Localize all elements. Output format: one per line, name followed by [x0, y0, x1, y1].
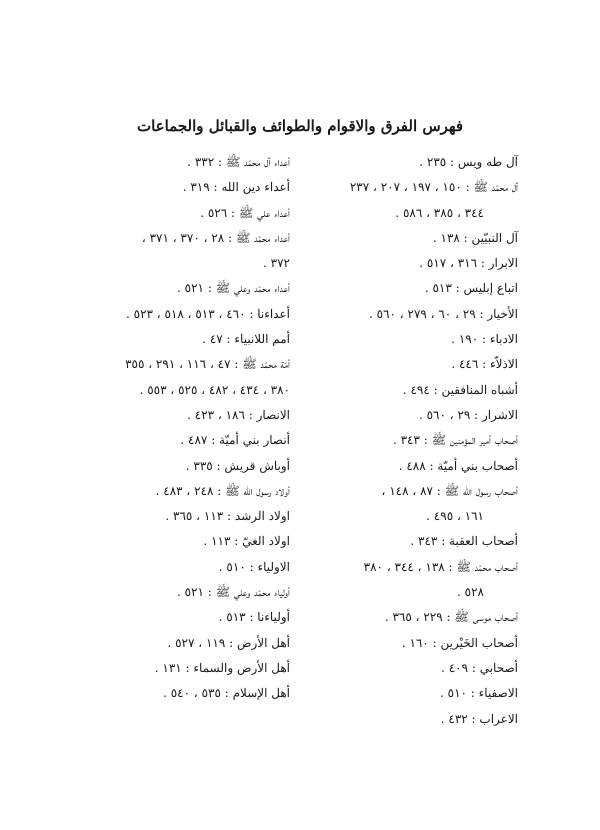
index-entry: الاشرار : ٢٩ ، ٥٦٠ .	[418, 407, 518, 422]
index-entry-continuation: ٥٢٨ .	[457, 585, 484, 600]
index-entry: أولياء محمّد وعلي ﷺ : ٥٢١ .	[176, 585, 290, 600]
index-entry: أعداءنا : ٤٦٠ ، ٥١٣ ، ٥١٨ ، ٥٢٣ .	[126, 306, 290, 321]
index-entry: أصحاب العقبة : ٣٤٣ .	[410, 534, 518, 549]
index-entry-continuation: ٣٤٤ ، ٣٨٥ ، ٥٨٦ .	[395, 205, 484, 220]
index-entry: أعداء دين الله : ٣١٩ .	[182, 180, 290, 195]
index-entry: أهل الأرض : ١١٩ ، ٥٢٧ .	[167, 635, 290, 650]
index-entry: أصحابي : ٤٠٩ .	[441, 660, 518, 675]
index-entry: أنصار بني أميّة : ٤٨٧ .	[180, 433, 290, 448]
index-entry: الاعراب : ٤٣٢ .	[440, 711, 518, 726]
index-entry: الاولياء : ٥١٠ .	[218, 559, 290, 574]
index-entry: أصحاب بني أميّة : ٤٨٨ .	[398, 458, 518, 473]
index-entry: اتباع إبليس : ٥١٣ .	[424, 281, 518, 296]
index-entry: أصحاب موسى ﷺ : ٢٢٩ ، ٣٦٥ .	[384, 610, 518, 625]
index-entry: أعداء محمّد وعلي ﷺ : ٥٢١ .	[177, 281, 290, 296]
index-entry: اولاد الغيّ : ١١٣ .	[203, 534, 290, 549]
index-entry: الادباء : ١٩٠ .	[451, 332, 518, 347]
index-entry-continuation: ٣٨٠ ، ٤٣٤ ، ٤٨٢ ، ٥٢٥ ، ٥٥٣ .	[139, 382, 290, 397]
index-entry: آل النبيّين : ١٣٨ .	[432, 230, 518, 245]
index-entry: أصحاب رسول الله ﷺ : ٨٧ ، ١٤٨ ،	[381, 483, 518, 498]
index-entry: أشباه المنافقين : ٤٩٤ .	[402, 382, 518, 397]
index-entry: الابرار : ٣١٦ ، ٥١٧ .	[419, 256, 518, 271]
index-entry: الاصفياء : ٥١٠ .	[439, 686, 518, 701]
index-entry: أصحاب الخَيْرين : ١٦٠ .	[401, 635, 518, 650]
index-entry: آل محمّد ﷺ : ١٥٠ ، ١٩٧ ، ٢٠٧ ، ٢٣٧	[349, 180, 518, 195]
index-entry: أوباش قريش : ٣٣٥ .	[185, 458, 290, 473]
index-entry: أهل الأرض والسماء : ١٣١ .	[154, 660, 290, 675]
index-entry: أصحاب محمّد ﷺ : ١٣٨ ، ٣٤٤ ، ٣٨٠	[363, 559, 518, 574]
index-entry-continuation: ١٦١ ، ٤٩٥ .	[426, 509, 484, 524]
index-entry: أصحاب أمير المؤمنين ﷺ : ٣٤٣ .	[392, 433, 518, 448]
page-title: فهرس الفرق والاقوام والطوائف والقبائل والجماعات	[136, 117, 463, 135]
index-entry: أهل الإسلام : ٥٣٥ ، ٥٤٠ .	[163, 686, 290, 701]
index-column-left	[85, 150, 290, 707]
index-entry: أعداء محمّد ﷺ : ٢٨ ، ٣٧٠ ، ٣٧١ ،	[141, 230, 290, 245]
index-entry-continuation: ٣٧٢ .	[263, 256, 290, 271]
index-entry: الاذلاّء : ٤٤٦ .	[451, 357, 518, 372]
index-entry: الأخيار : ٢٩ ، ٦٠ ، ٢٧٩ ، ٥٦٠ .	[369, 306, 518, 321]
index-entry: الانصار : ١٨٦ ، ٤٢٣ .	[187, 407, 290, 422]
index-entry: اولاد الرشد : ١١٣ ، ٣٦٥ .	[165, 509, 290, 524]
index-entry: أولاد رسول الله ﷺ : ٢٤٨ ، ٤٨٣ .	[155, 483, 290, 498]
index-entry: أمّة محمّد ﷺ : ٤٧ ، ١١٦ ، ٢٩١ ، ٣٥٥	[125, 357, 290, 372]
index-entry: أولياءنا : ٥١٣ .	[218, 610, 290, 625]
index-entry: أعداء آل محمّد ﷺ : ٣٣٢ .	[187, 155, 290, 169]
index-column-right	[313, 150, 518, 732]
index-entry: أمم اللانبياء : ٤٧ .	[202, 332, 290, 347]
index-entry: آل طه ويس : ٢٣٥ .	[419, 155, 518, 169]
index-entry: أعداء علي ﷺ : ٥٢٦ .	[200, 205, 290, 220]
